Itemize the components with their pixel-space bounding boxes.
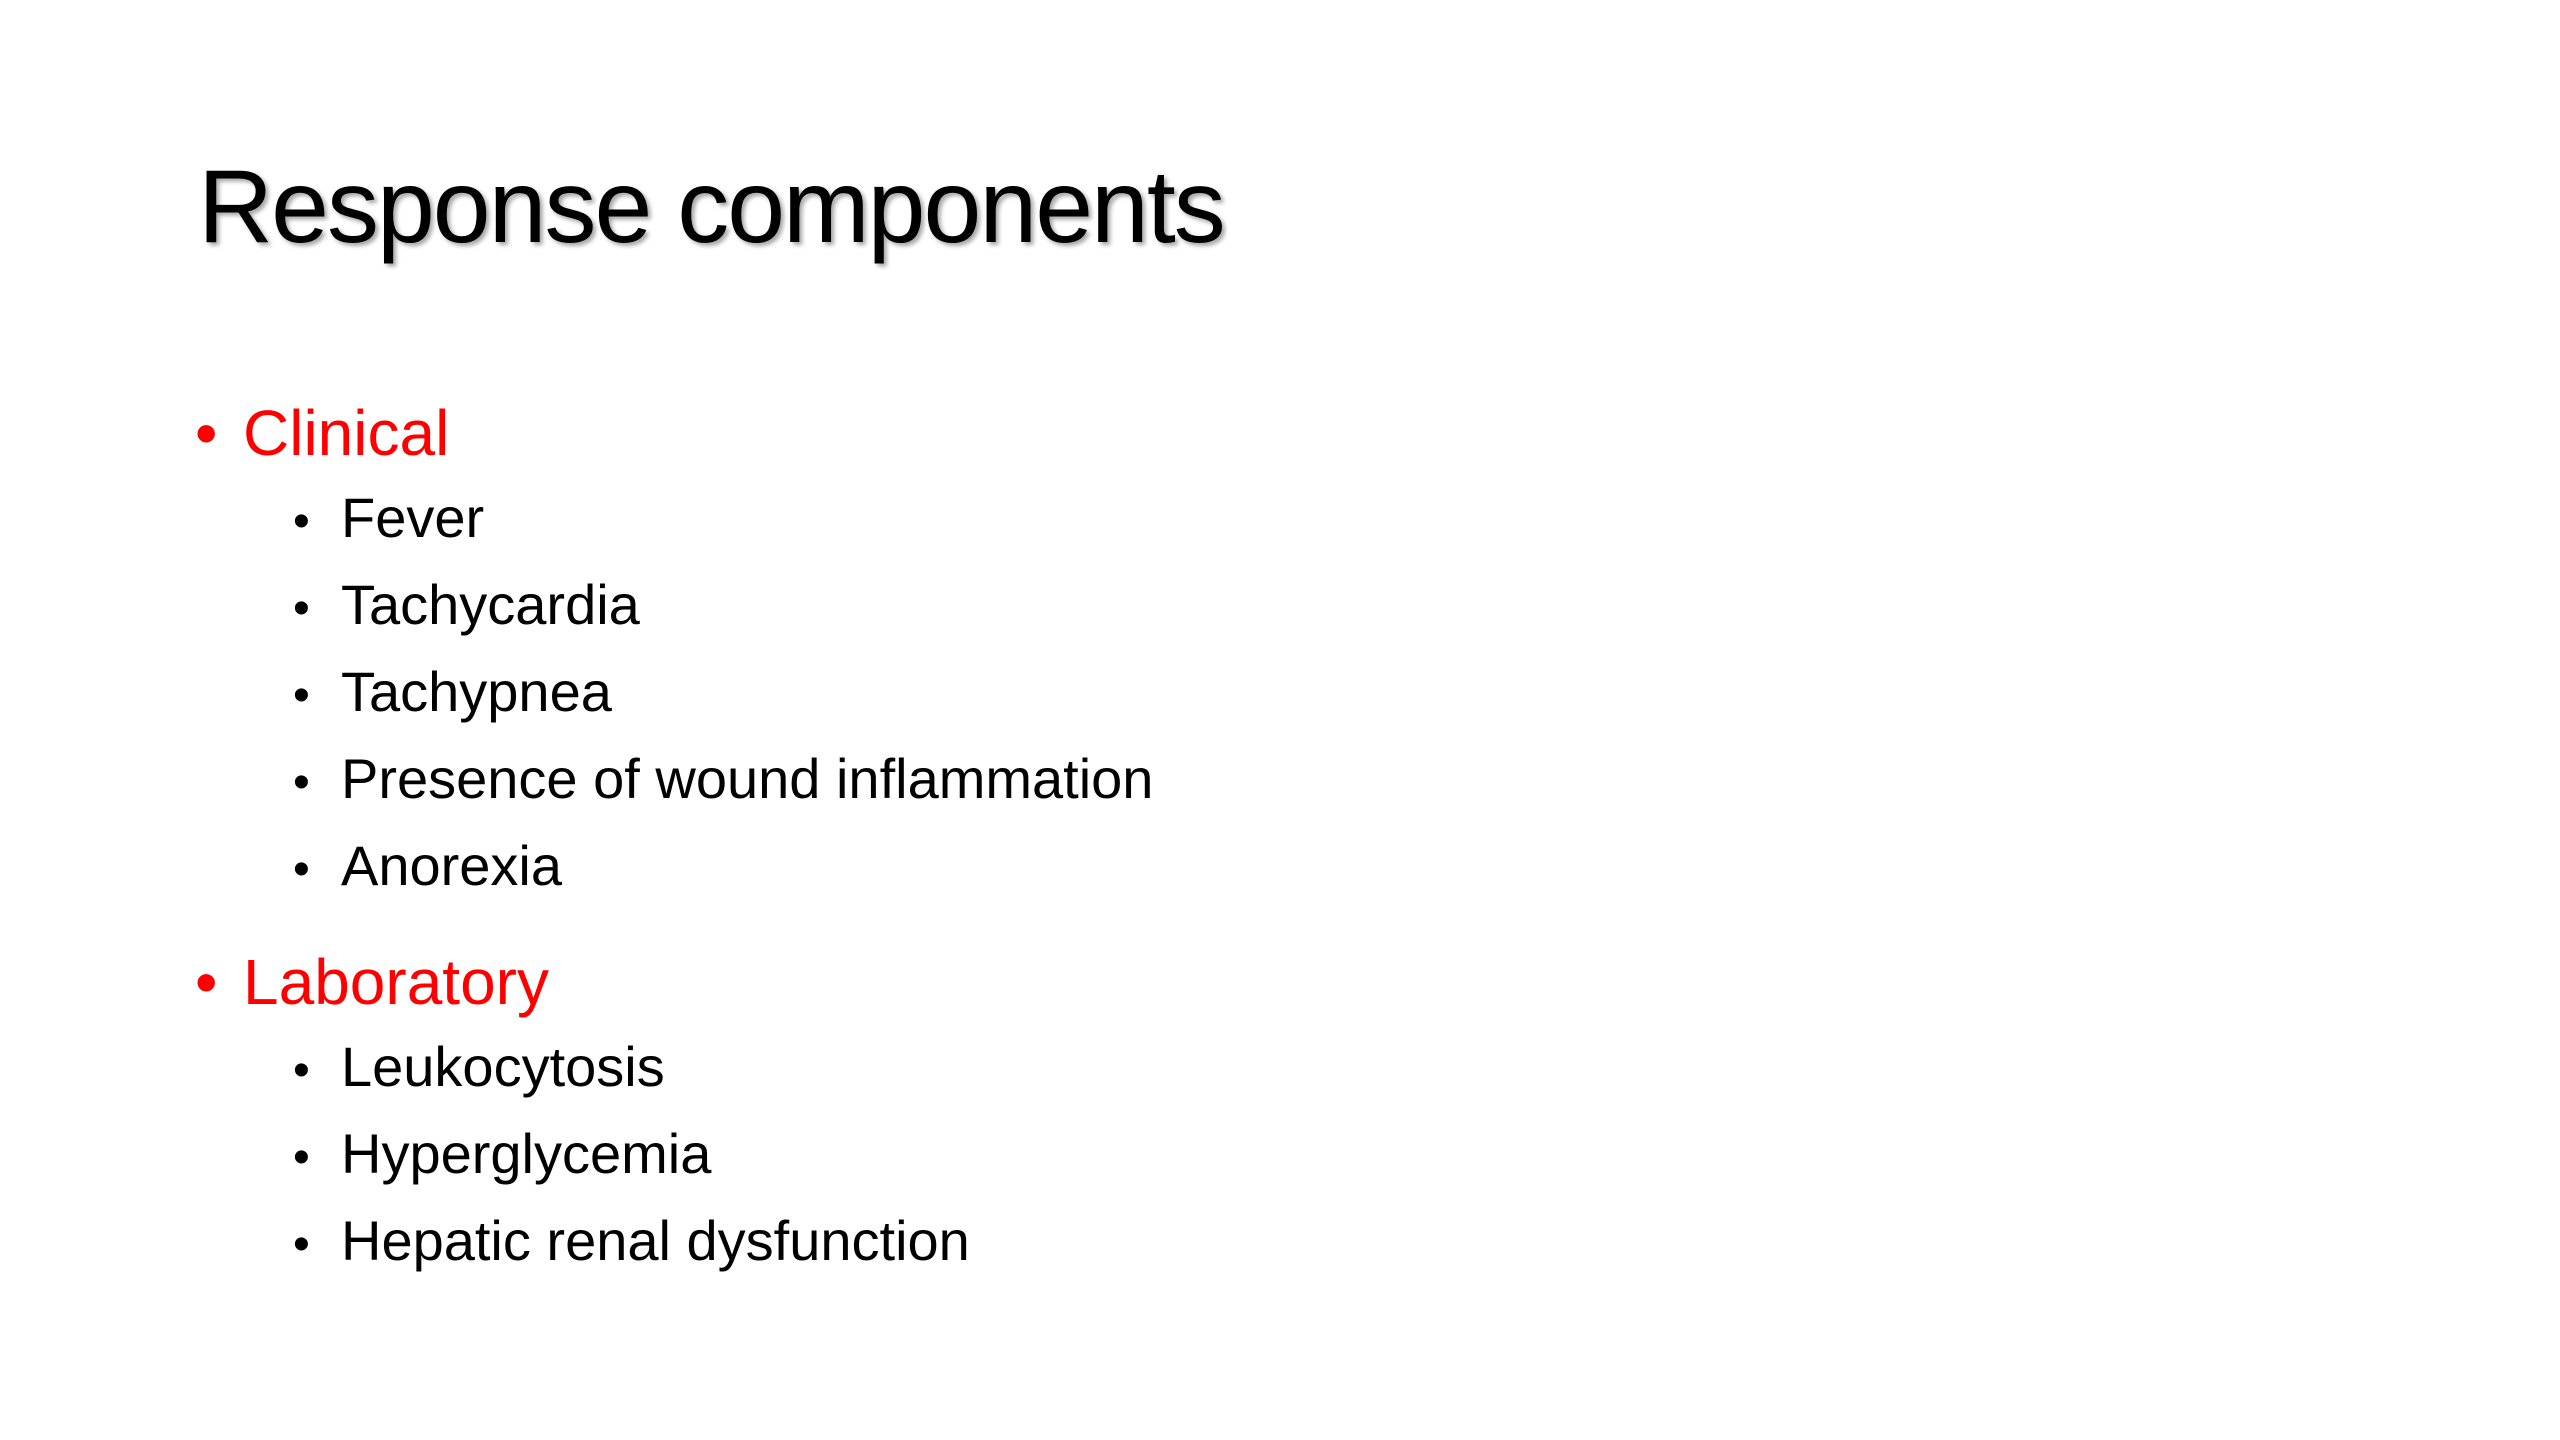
- list-item-text: Hyperglycemia: [341, 1122, 712, 1185]
- slide-content: [195, 390, 1995, 1286]
- list-item: [293, 650, 1995, 737]
- list-item-text: Presence of wound inflammation: [341, 747, 1154, 810]
- list-item: [293, 476, 1995, 563]
- clinical-list: [195, 476, 1995, 911]
- bullet-icon: •: [293, 669, 310, 722]
- section-heading: [195, 939, 1995, 1025]
- section-laboratory: [195, 939, 1995, 1286]
- list-item-text: Leukocytosis: [341, 1035, 665, 1098]
- list-item: [293, 824, 1995, 911]
- list-item: [293, 737, 1995, 824]
- list-item: [293, 563, 1995, 650]
- bullet-icon: •: [293, 1131, 310, 1184]
- bullet-icon: •: [293, 495, 310, 548]
- list-item-text: Tachypnea: [341, 660, 612, 723]
- list-item-text: Hepatic renal dysfunction: [341, 1209, 970, 1272]
- section-heading-text: Clinical: [243, 397, 450, 469]
- section-heading: [195, 390, 1995, 476]
- list-item-text: Tachycardia: [341, 573, 640, 636]
- bullet-icon: •: [293, 843, 310, 896]
- bullet-icon: •: [293, 1044, 310, 1097]
- list-item-text: Fever: [341, 486, 485, 549]
- list-item: [293, 1199, 1995, 1286]
- bullet-icon: •: [293, 582, 310, 635]
- section-clinical: [195, 390, 1995, 911]
- bullet-icon: •: [293, 756, 310, 809]
- list-item-text: Anorexia: [341, 834, 563, 897]
- section-heading-text: Laboratory: [243, 946, 549, 1018]
- list-item: [293, 1112, 1995, 1199]
- bullet-icon: •: [195, 946, 218, 1018]
- slide-title: Response components: [198, 149, 1224, 265]
- laboratory-list: [195, 1025, 1995, 1286]
- list-item: [293, 1025, 1995, 1112]
- bullet-icon: •: [195, 397, 218, 469]
- bullet-icon: •: [293, 1218, 310, 1271]
